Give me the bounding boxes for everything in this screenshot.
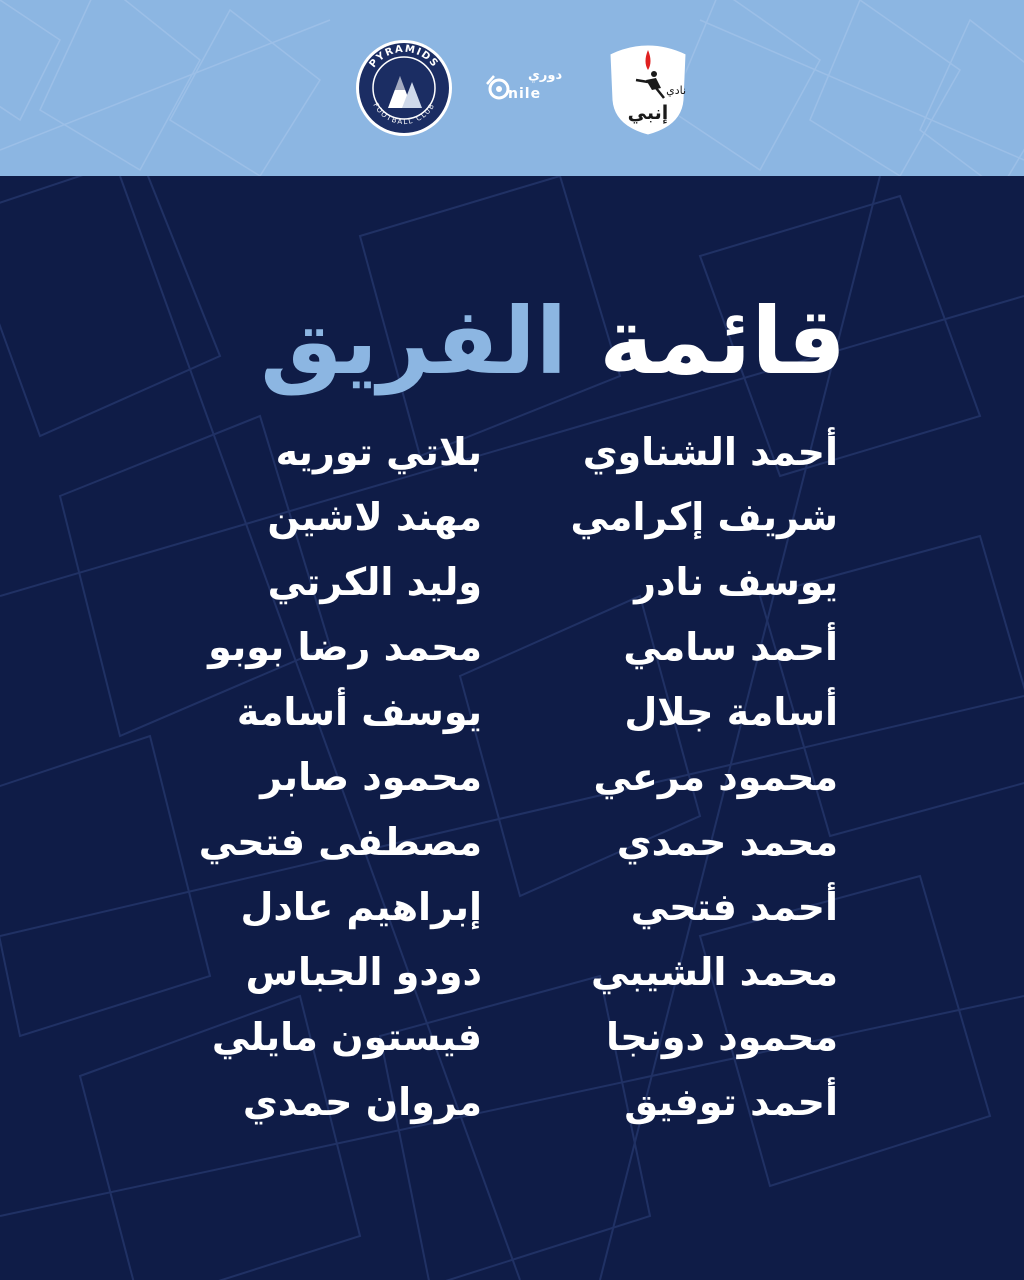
player-name: يوسف نادر	[634, 560, 838, 604]
enppi-small-text: نادي	[666, 84, 686, 97]
player-name: مروان حمدي	[242, 1080, 482, 1124]
player-name: أحمد توفيق	[624, 1080, 838, 1124]
player-name: أحمد فتحي	[630, 885, 838, 929]
enppi-club-logo	[606, 40, 690, 136]
player-name: فيستون مايلي	[211, 1015, 482, 1059]
player-name: شريف إكرامي	[570, 495, 838, 539]
player-name: مهند لاشين	[267, 495, 482, 539]
player-name: أحمد سامي	[623, 625, 838, 669]
player-name: يوسف أسامة	[236, 690, 482, 734]
player-name: محمد رضا بوبو	[208, 625, 482, 669]
enppi-large-text: إنبي	[627, 102, 669, 124]
team-list-title	[260, 282, 846, 402]
player-name: إبراهيم عادل	[240, 885, 482, 929]
player-name: محمود مرعي	[593, 755, 838, 799]
player-name: دودو الجباس	[245, 950, 482, 994]
nile-league-wordmark: nile	[508, 86, 542, 102]
nile-league-logo	[484, 66, 566, 116]
title-word-team: الفريق	[260, 288, 568, 395]
player-name: محمد حمدي	[616, 820, 838, 864]
nile-league-arabic-text: دوري	[528, 68, 563, 83]
pyramids-fc-logo	[354, 38, 454, 138]
player-name: محمود صابر	[260, 755, 482, 799]
player-name: محمود دونجا	[606, 1015, 838, 1059]
pyramids-arc-top-text: PYRAMIDS	[367, 43, 441, 71]
player-name: محمد الشيبي	[591, 950, 838, 994]
player-name: وليد الكرتي	[267, 560, 482, 604]
player-name: أسامة جلال	[624, 690, 838, 734]
player-name: أحمد الشناوي	[582, 430, 838, 474]
player-list-left	[162, 420, 482, 1135]
title-word-list: قائمة	[599, 288, 846, 395]
player-name: مصطفى فتحي	[198, 820, 482, 864]
header-banner	[0, 0, 1024, 176]
player-name: بلاتي توريه	[275, 430, 482, 474]
pyramids-arc-bottom-text: FOOTBALL CLUB	[371, 101, 437, 127]
player-list-right	[538, 420, 838, 1135]
